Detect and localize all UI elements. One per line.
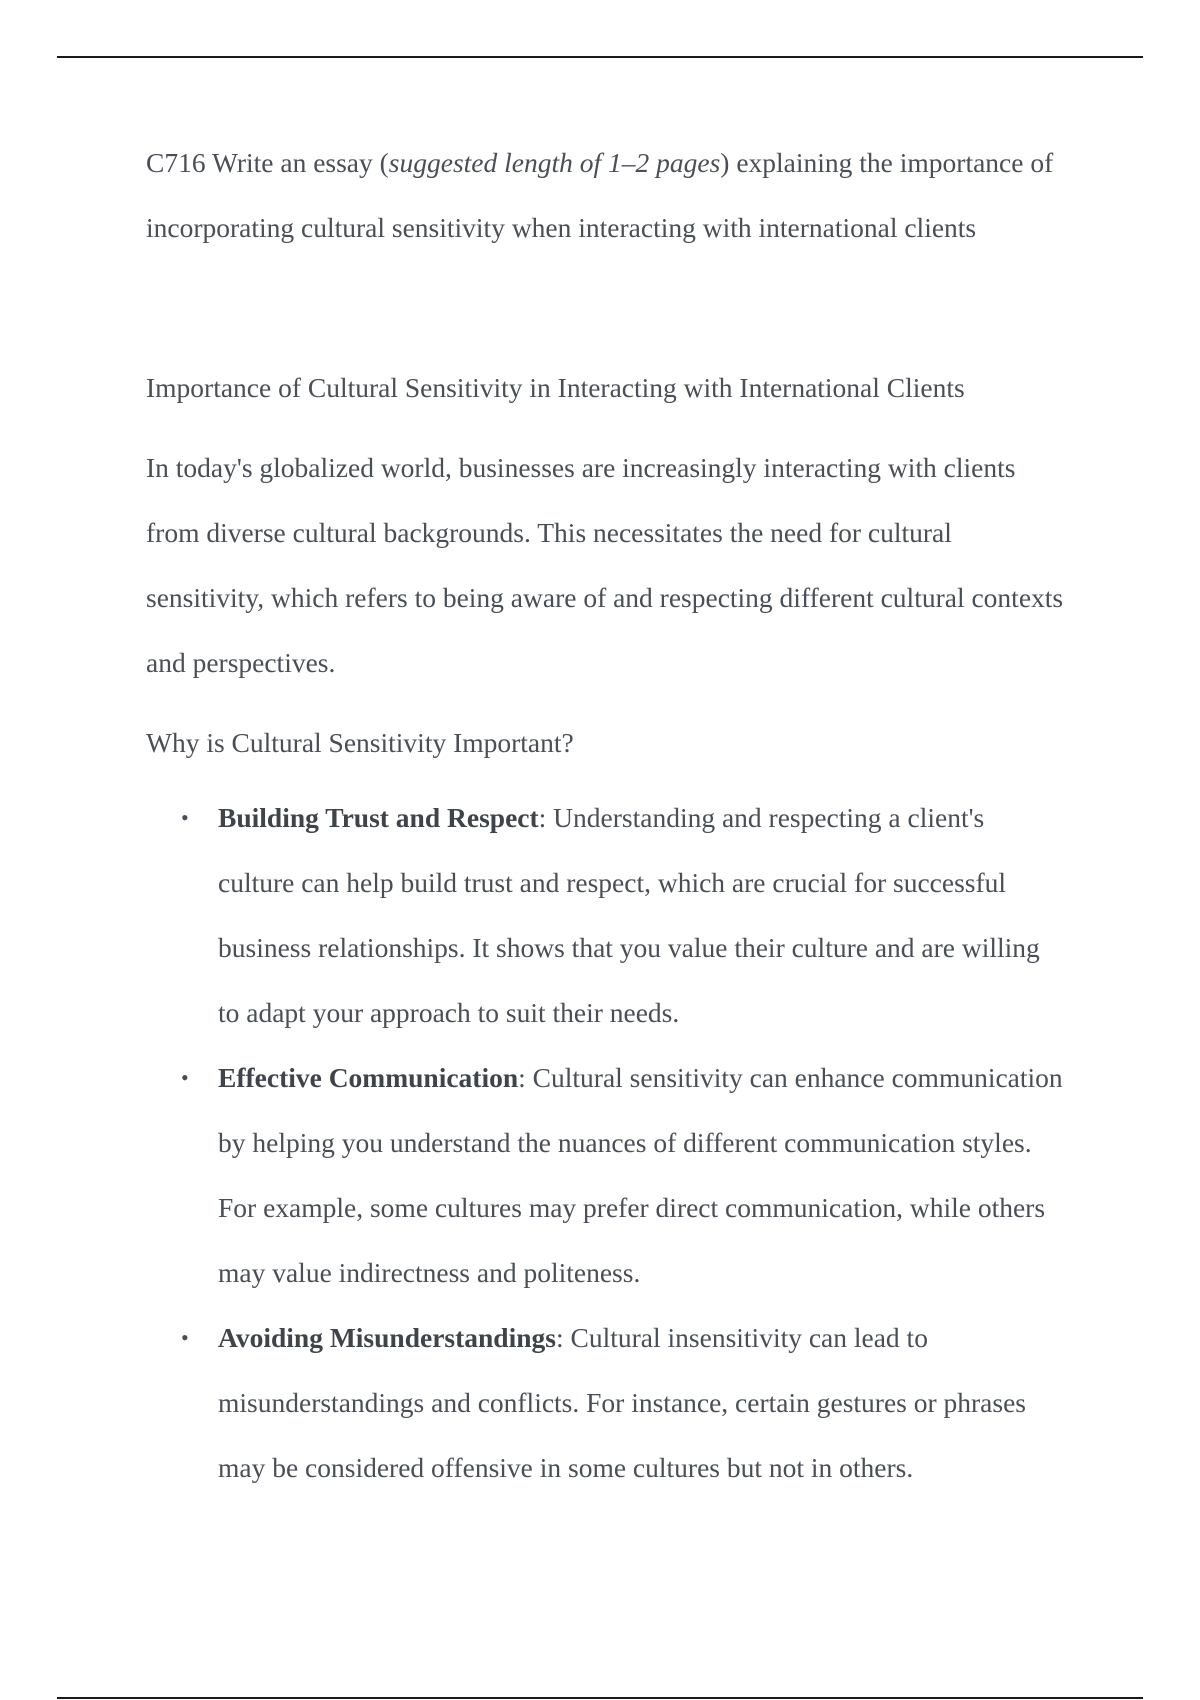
prompt-lead: Write an essay ( — [211, 147, 389, 178]
bullet-icon: • — [181, 1065, 189, 1090]
bottom-rule — [57, 1697, 1143, 1699]
reason-text: : Cultural sensitivity can enhance communication by helping you understand the nuances of different communication styles. For example, some cultures may prefer direct communication, while others may value indirectness and politeness. — [218, 1062, 1063, 1288]
reason-term: Building Trust and Respect — [218, 802, 539, 833]
course-code: C716 — [146, 147, 206, 178]
reason-term: Effective Communication — [218, 1062, 519, 1093]
reason-text: : Understanding and respecting a client's culture can help build trust and respect, which are crucial for successful business relationships. It shows that you value their culture and are willing to adapt your approach to suit their needs. — [218, 802, 1040, 1028]
list-item — [146, 785, 1066, 1045]
prompt-length-note: suggested length of 1–2 pages — [388, 147, 721, 178]
essay-prompt — [146, 130, 1066, 260]
reason-term: Avoiding Misunderstandings — [218, 1322, 556, 1353]
essay-title: Importance of Cultural Sensitivity in Interacting with International Clients — [146, 372, 965, 403]
reasons-list — [146, 785, 1066, 1500]
reason-text: : Cultural insensitivity can lead to misunderstandings and conflicts. For instance, certain gestures or phrases may be considered offensive in some cultures but not in others. — [218, 1322, 1026, 1483]
document-body — [146, 130, 1066, 1500]
prompt-tail: ) explaining the importance of incorporating cultural sensitivity when interacting with international clients — [146, 147, 1054, 243]
list-item — [146, 1305, 1066, 1500]
list-item — [146, 1045, 1066, 1305]
section-heading: Why is Cultural Sensitivity Important? — [146, 727, 574, 758]
intro-paragraph: In today's globalized world, businesses are increasingly interacting with clients from diverse cultural backgrounds. This necessitates the need for cultural sensitivity, which refers to being aware of and respecting different cultural contexts and perspectives. — [146, 452, 1064, 678]
top-rule — [57, 56, 1143, 58]
bullet-icon: • — [181, 1325, 189, 1350]
bullet-icon: • — [181, 805, 189, 830]
